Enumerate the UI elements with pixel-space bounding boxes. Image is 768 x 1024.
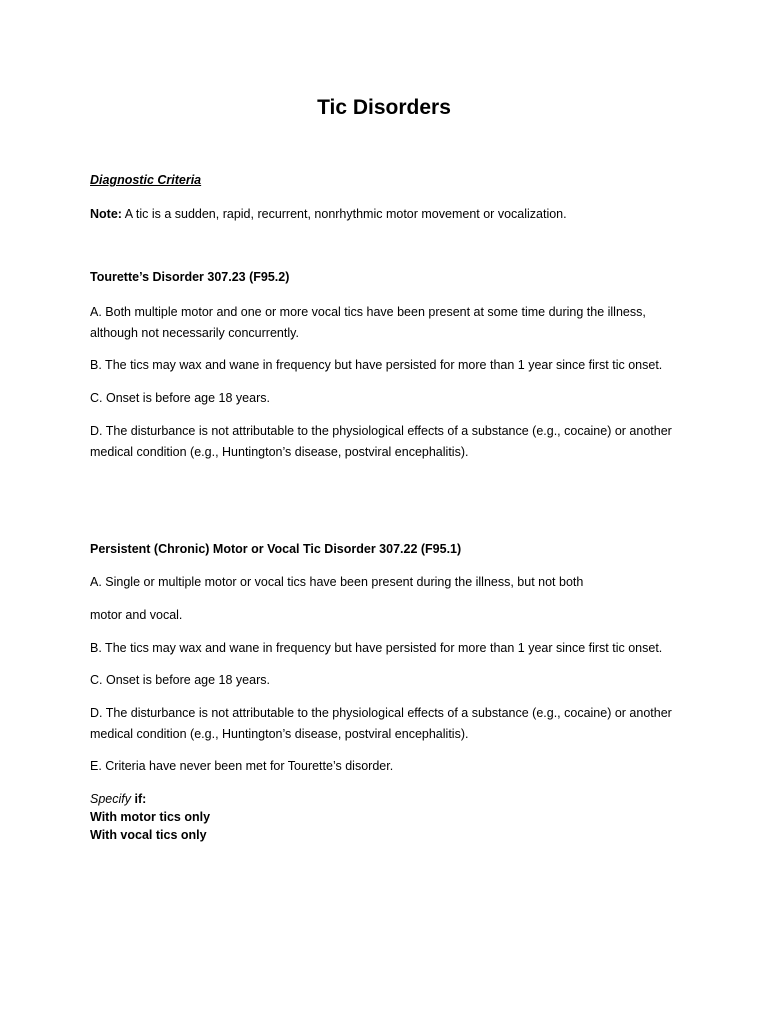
persistent-criterion-c: C. Onset is before age 18 years. — [90, 673, 270, 687]
tourette-criterion-c: C. Onset is before age 18 years. — [90, 391, 270, 405]
note-label: Note: — [90, 207, 122, 221]
persistent-criterion-b: B. The tics may wax and wane in frequency but have persisted for more than 1 year since first tic onset. — [90, 641, 663, 655]
diagnostic-criteria-heading: Diagnostic Criteria — [90, 173, 202, 187]
note-text: A tic is a sudden, rapid, recurrent, nonrhythmic motor movement or vocalization. — [121, 207, 567, 221]
persistent-criterion-a-line2: motor and vocal. — [90, 608, 183, 622]
specifier-option-vocal: With vocal tics only — [90, 828, 207, 842]
tourette-criterion-b: B. The tics may wax and wane in frequency but have persisted for more than 1 year since first tic onset. — [90, 358, 663, 372]
page-title: Tic Disorders — [317, 96, 451, 119]
tourette-heading: Tourette’s Disorder 307.23 (F95.2) — [90, 270, 290, 284]
persistent-criterion-e: E. Criteria have never been met for Tourette’s disorder. — [90, 759, 394, 773]
specifier-option-motor: With motor tics only — [90, 810, 211, 824]
specify-label: Specify — [90, 792, 131, 806]
specify-suffix: if: — [131, 792, 147, 806]
persistent-heading: Persistent (Chronic) Motor or Vocal Tic Disorder 307.22 (F95.1) — [90, 542, 462, 556]
tourette-criterion-d: D. The disturbance is not attributable to the physiological effects of a substance (e.g., cocaine) or another medical condition (e.g., Huntington’s disease, postviral encephalitis). — [90, 424, 672, 459]
specify-line — [90, 790, 690, 808]
persistent-criterion-d: D. The disturbance is not attributable to the physiological effects of a substance (e.g., cocaine) or another medical condition (e.g., Huntington’s disease, postviral encephalitis). — [90, 706, 672, 741]
persistent-criterion-a-line1: A. Single or multiple motor or vocal tics have been present during the illness, but not both — [90, 575, 584, 589]
tourette-criterion-a: A. Both multiple motor and one or more vocal tics have been present at some time during the illness, although not necessarily concurrently. — [90, 305, 646, 340]
note-paragraph — [90, 205, 690, 223]
